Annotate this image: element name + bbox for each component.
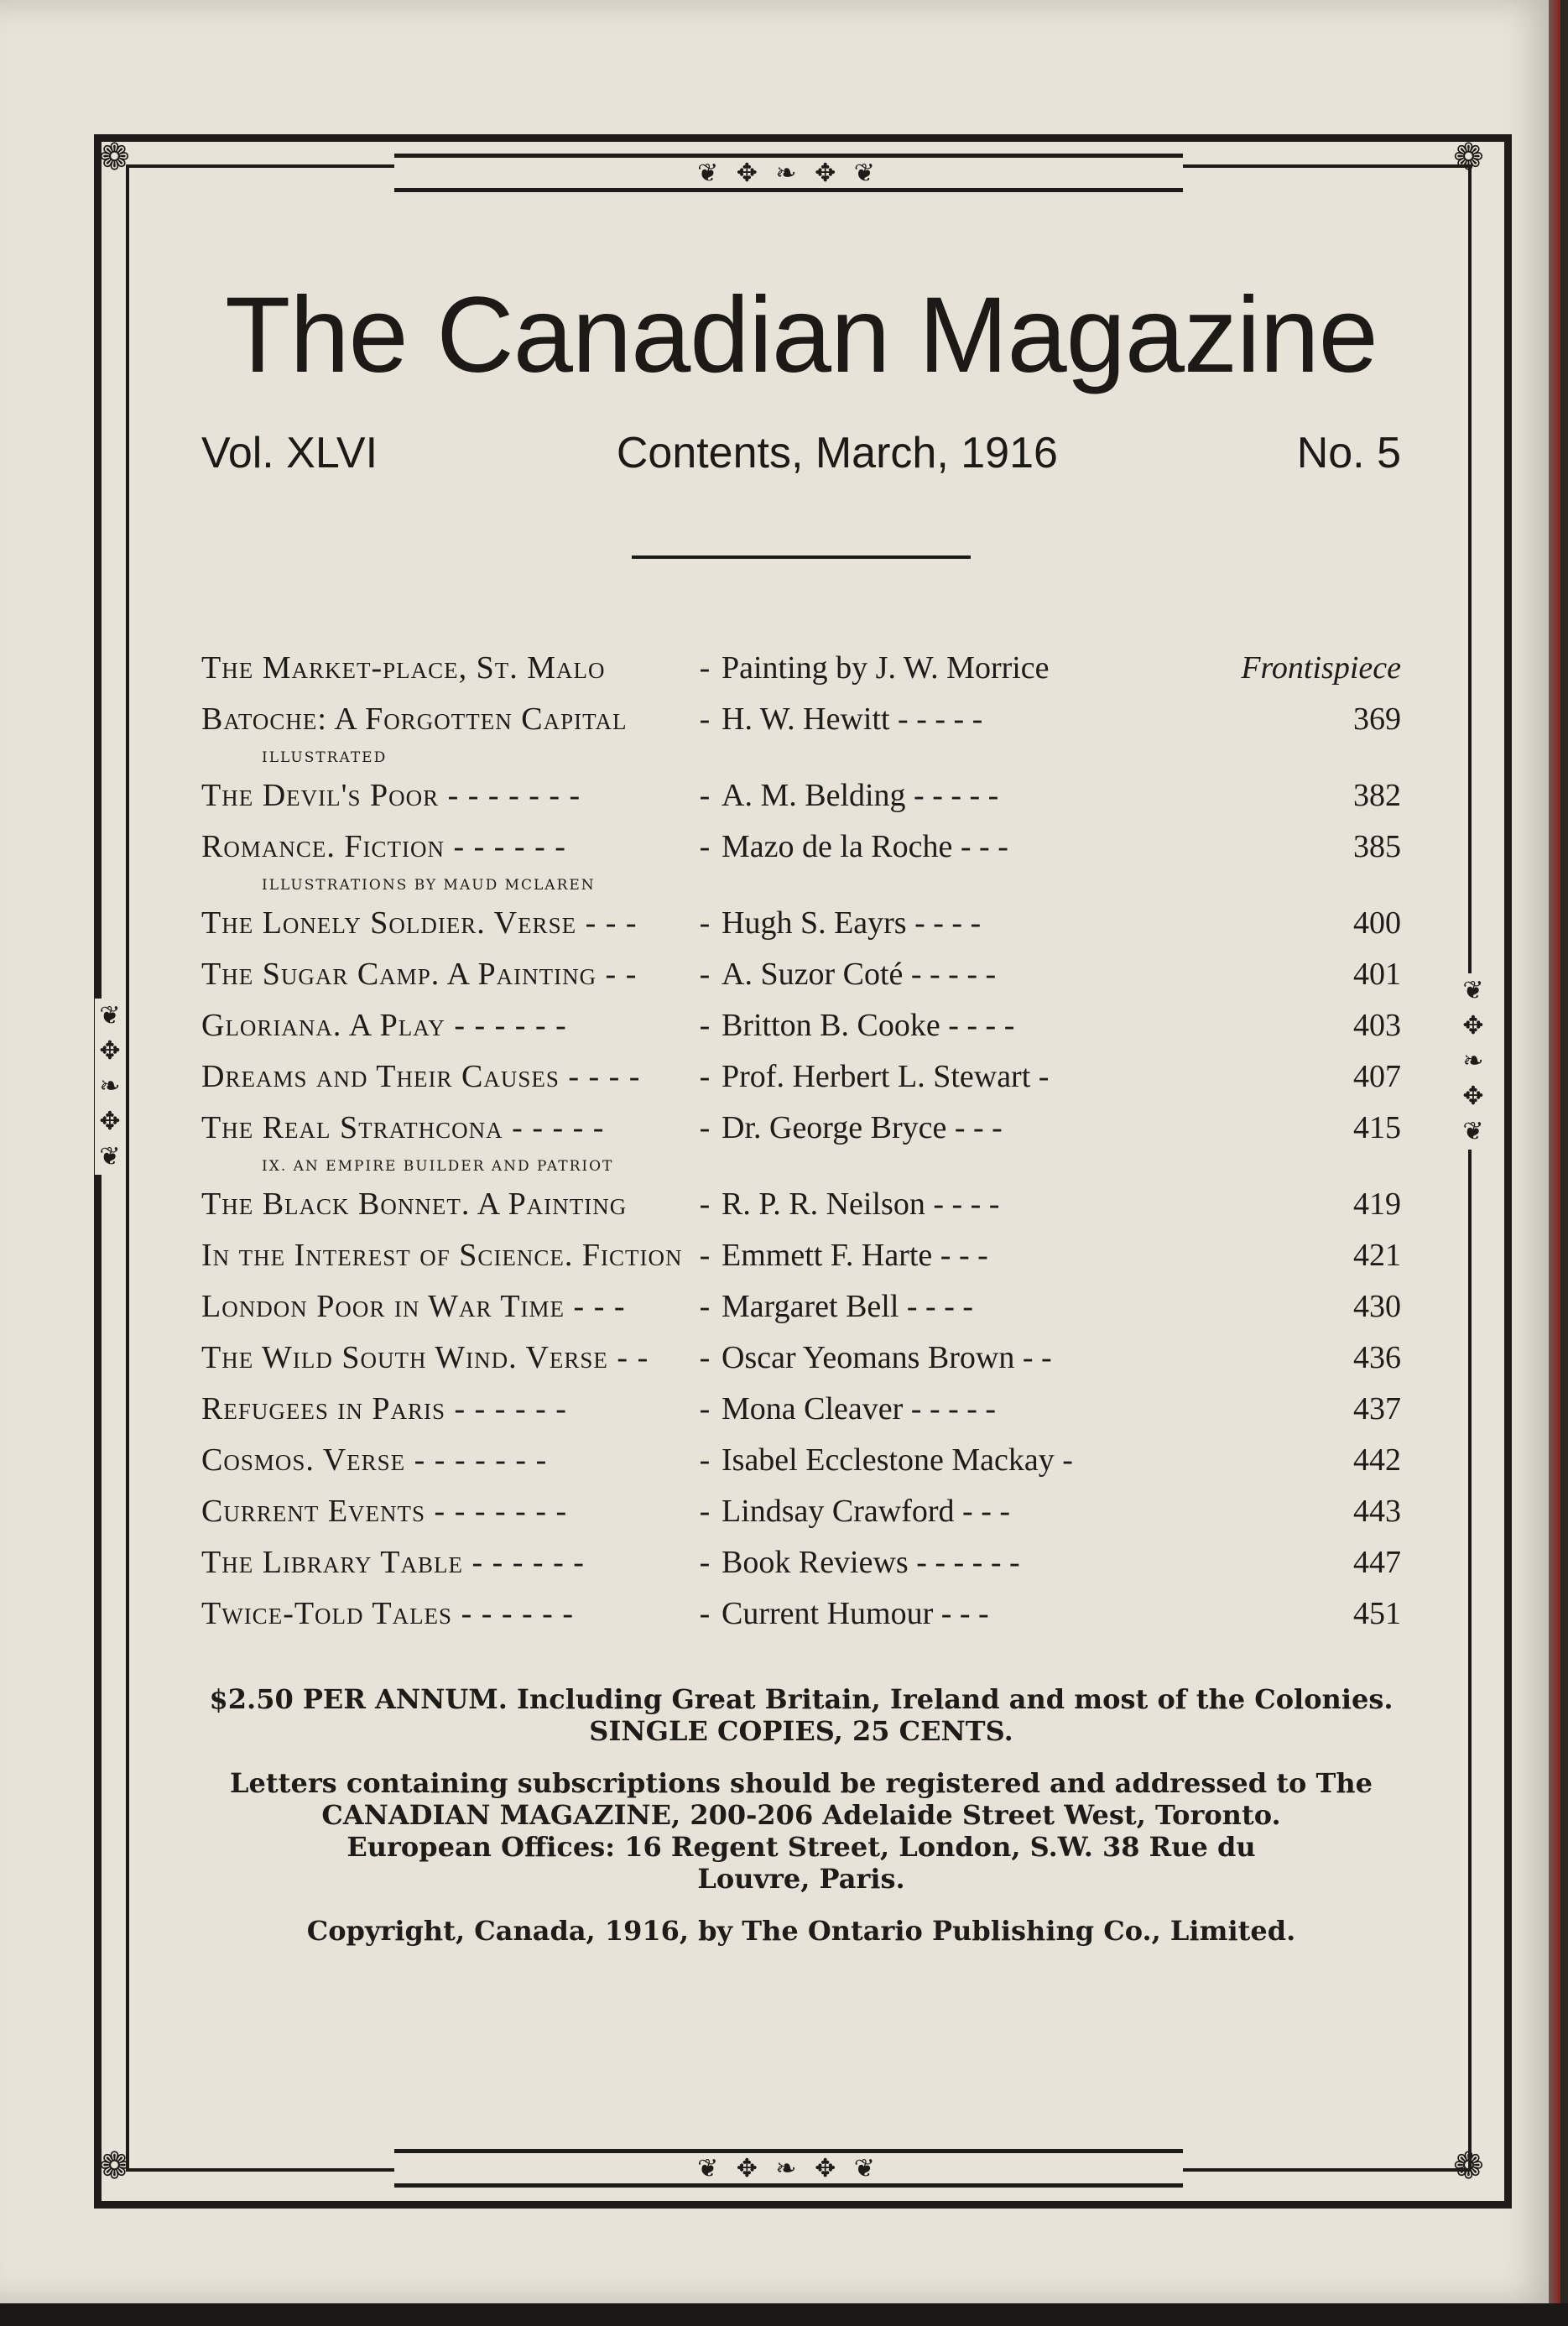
single-copies-line: SINGLE COPIES, 25 CENTS. [589,1715,1013,1747]
toc-separator: - [699,701,711,737]
toc-page-number: Frontispiece [1241,650,1401,686]
toc-row [201,821,1401,873]
left-side-ornament: ❦ ✥ ❧ ✥ ❦ [95,999,125,1175]
toc-article-title: The Black Bonnet. A Painting [201,1186,628,1222]
toc-separator: - [699,1596,711,1631]
magazine-title: The Canadian Magazine [225,275,1378,395]
toc-row [201,1051,1401,1103]
toc-author: Britton B. Cooke - - - - [721,1008,1015,1043]
corner-ornament-bottom-left: ❁ [99,2145,130,2188]
toc-article-title: Twice-Told Tales - - - - - - [201,1596,574,1631]
toc-separator: - [699,829,711,864]
toc-author: Emmett F. Harte - - - [721,1238,988,1273]
toc-page-number: 436 [1353,1340,1401,1375]
toc-row [201,1384,1401,1435]
toc-row [201,1103,1401,1154]
toc-separator: - [699,957,711,992]
right-side-ornament: ❦ ✥ ❧ ✥ ❦ [1458,973,1488,1150]
toc-subtitle: ILLUSTRATIONS BY MAUD MCLAREN [262,877,596,894]
toc-row [201,1281,1401,1332]
toc-page-number: 442 [1353,1442,1401,1478]
european-line-2: Louvre, Paris. [697,1863,905,1895]
toc-article-title: In the Interest of Science. Fiction [201,1238,683,1273]
toc-author: Mona Cleaver - - - - - [721,1391,997,1426]
corner-ornament-top-left: ❁ [99,136,130,179]
toc-page-number: 400 [1353,905,1401,941]
toc-page-number: 382 [1353,778,1401,813]
volume-label: Vol. XLVI [201,429,378,477]
toc-author: A. M. Belding - - - - - [721,778,999,813]
toc-row [201,1230,1401,1281]
toc-page-number: 421 [1353,1238,1401,1273]
copyright-line: Copyright, Canada, 1916, by The Ontario Publishing Co., Limited. [306,1915,1296,1947]
toc-separator: - [699,1545,711,1580]
toc-author: Lindsay Crawford - - - [721,1494,1011,1529]
toc-article-title: Romance. Fiction - - - - - - [201,829,566,864]
title-rule [632,555,971,559]
toc-article-title: Dreams and Their Causes - - - - [201,1059,641,1094]
toc-row [201,770,1401,821]
toc-author: Oscar Yeomans Brown - - [721,1340,1052,1375]
toc-separator: - [699,1289,711,1324]
toc-article-title: London Poor in War Time - - - [201,1289,626,1324]
toc-author: Current Humour - - - [721,1596,989,1631]
publication-footer [201,1683,1401,1947]
toc-page-number: 403 [1353,1008,1401,1043]
european-line-1: European Offices: 16 Regent Street, London, S.W. 38 Rue du [346,1831,1256,1863]
toc-article-title: The Library Table - - - - - - [201,1545,585,1580]
letters-line-2: CANADIAN MAGAZINE, 200-206 Adelaide Street West, Toronto. [321,1799,1281,1831]
bottom-ornament-band: ❦ ✥ ❧ ✥ ❦ [394,2149,1183,2188]
toc-article-title: Batoche: A Forgotten Capital [201,701,628,737]
toc-author: R. P. R. Neilson - - - - [721,1186,1000,1222]
toc-author: Prof. Herbert L. Stewart - [721,1059,1050,1094]
table-of-contents [201,643,1401,1640]
toc-author: A. Suzor Coté - - - - - [721,957,997,992]
toc-page-number: 419 [1353,1186,1401,1222]
toc-row [201,1435,1401,1486]
toc-author: Mazo de la Roche - - - [721,829,1008,864]
toc-page-number: 369 [1353,701,1401,737]
toc-author: H. W. Hewitt - - - - - [721,701,983,737]
toc-page-number: 443 [1353,1494,1401,1529]
toc-author: Margaret Bell - - - - [721,1289,974,1324]
toc-separator: - [699,650,711,686]
toc-article-title: Gloriana. A Play - - - - - - [201,1008,567,1043]
toc-page-number: 451 [1353,1596,1401,1631]
toc-row [201,1179,1401,1230]
toc-separator: - [699,1238,711,1273]
contents-date: Contents, March, 1916 [616,429,1058,477]
toc-page-number: 401 [1353,957,1401,992]
toc-article-title: The Real Strathcona - - - - - [201,1110,605,1145]
toc-article-title: The Lonely Soldier. Verse - - - [201,905,638,941]
corner-ornament-bottom-right: ❁ [1453,2145,1484,2188]
issue-meta-row [201,428,1401,478]
toc-separator: - [699,1494,711,1529]
toc-row [201,643,1401,694]
toc-page-number: 415 [1353,1110,1401,1145]
top-ornament-band: ❦ ✥ ❧ ✥ ❦ [394,154,1183,192]
toc-page-number: 437 [1353,1391,1401,1426]
toc-row [201,694,1401,745]
toc-separator: - [699,1391,711,1426]
toc-row [201,1332,1401,1384]
toc-row [201,949,1401,1000]
contents-panel [201,277,1401,1947]
toc-article-title: Cosmos. Verse - - - - - - - [201,1442,548,1478]
letters-line-1: Letters containing subscriptions should be registered and addressed to The [230,1767,1373,1799]
page-edge [1549,0,1560,2303]
toc-subtitle: ILLUSTRATED [262,749,388,766]
toc-article-title: The Wild South Wind. Verse - - [201,1340,649,1375]
toc-separator: - [699,1059,711,1094]
toc-row [201,1588,1401,1640]
toc-article-title: The Sugar Camp. A Painting - - [201,957,638,992]
toc-article-title: The Devil's Poor - - - - - - - [201,778,581,813]
toc-separator: - [699,1186,711,1222]
toc-row [201,898,1401,949]
toc-article-title: The Market-place, St. Malo [201,650,606,686]
toc-author: Isabel Ecclestone Mackay - [721,1442,1073,1478]
corner-ornament-top-right: ❁ [1453,136,1484,179]
toc-separator: - [699,905,711,941]
toc-page-number: 407 [1353,1059,1401,1094]
toc-separator: - [699,1442,711,1478]
toc-separator: - [699,1340,711,1375]
toc-article-title: Current Events - - - - - - - [201,1494,568,1529]
scan-bottom-strip [0,2303,1568,2326]
toc-page-number: 447 [1353,1545,1401,1580]
toc-separator: - [699,778,711,813]
toc-separator: - [699,1110,711,1145]
issue-number: No. 5 [1296,429,1401,477]
toc-author: Hugh S. Eayrs - - - - [721,905,982,941]
toc-row [201,1000,1401,1051]
toc-separator: - [699,1008,711,1043]
toc-author: Painting by J. W. Morrice [721,650,1050,686]
toc-subtitle: IX. AN EMPIRE BUILDER AND PATRIOT [262,1158,614,1175]
price-line: $2.50 PER ANNUM. Including Great Britain, Ireland and most of the Colonies. [209,1683,1393,1715]
toc-author: Dr. George Bryce - - - [721,1110,1003,1145]
toc-page-number: 430 [1353,1289,1401,1324]
toc-author: Book Reviews - - - - - - [721,1545,1020,1580]
toc-row [201,1537,1401,1588]
toc-page-number: 385 [1353,829,1401,864]
toc-article-title: Refugees in Paris - - - - - - [201,1391,567,1426]
toc-row [201,1486,1401,1537]
